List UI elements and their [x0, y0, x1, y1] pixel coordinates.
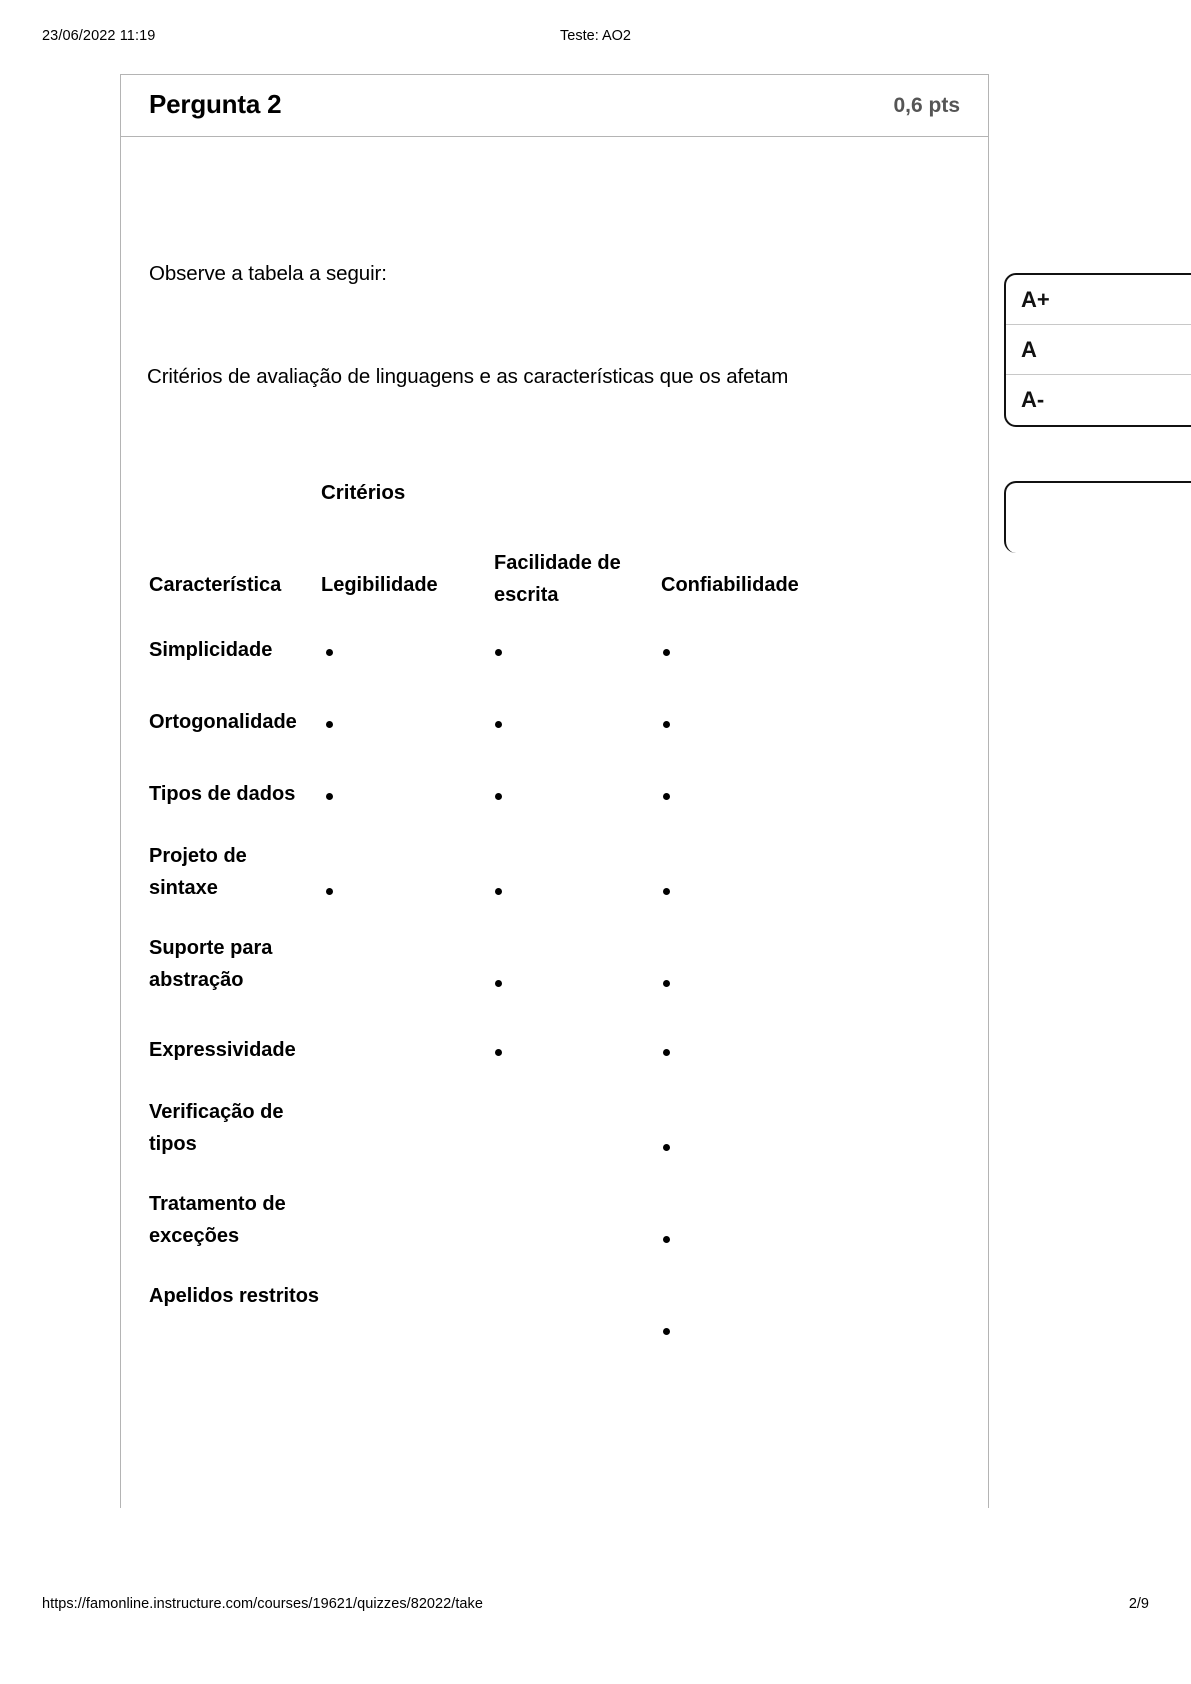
table-row: [149, 1094, 949, 1186]
question-card: [120, 74, 989, 1508]
cell-mark-dot: [326, 793, 333, 800]
font-reset-button[interactable]: A: [1006, 325, 1191, 375]
question-header: [121, 75, 988, 137]
question-title: Pergunta 2: [149, 89, 282, 119]
cell-mark-dot: [495, 649, 502, 656]
print-source-url: https://famonline.instructure.com/courses/19621/quizzes/82022/take: [42, 1596, 483, 1612]
print-date: 23/06/2022 11:19: [42, 28, 156, 44]
font-decrease-button[interactable]: A-: [1021, 387, 1045, 412]
font-increase-button[interactable]: A+: [1006, 275, 1191, 325]
print-footer: [0, 1596, 1191, 1616]
cell-mark-dot: [663, 1049, 670, 1056]
question-intro-text: Observe a tabela a seguir:: [149, 262, 387, 285]
accessibility-font-size-widget[interactable]: [1004, 273, 1191, 427]
cell-mark-dot: [495, 1049, 502, 1056]
table-row: [149, 766, 949, 838]
column-header-legibilidade: Legibilidade: [321, 574, 438, 596]
row-label: Simplicidade: [149, 639, 273, 661]
cell-mark-dot: [495, 793, 502, 800]
accessibility-secondary-panel[interactable]: [1004, 481, 1191, 553]
cell-mark-dot: [495, 888, 502, 895]
cell-mark-dot: [326, 649, 333, 656]
table-row: [149, 1278, 949, 1370]
question-points-badge: 0,6 pts: [893, 94, 960, 117]
table-row: [149, 622, 949, 694]
table-row: [149, 838, 949, 930]
row-label: Tratamento de exceções: [149, 1193, 286, 1248]
row-label: Projeto de sintaxe: [149, 845, 247, 900]
row-label: Expressividade: [149, 1039, 296, 1061]
cell-mark-dot: [495, 721, 502, 728]
table-row: [149, 694, 949, 766]
table-row: [149, 1022, 949, 1094]
cell-mark-dot: [663, 980, 670, 987]
table-body: [149, 622, 949, 1370]
cell-mark-dot: [663, 793, 670, 800]
row-label: Suporte para abstração: [149, 937, 273, 992]
column-header-confiabilidade: Confiabilidade: [661, 574, 799, 596]
cell-mark-dot: [495, 980, 502, 987]
print-document-title: Teste: AO2: [560, 28, 631, 44]
table-caption: Critérios de avaliação de linguagens e as características que os afetam: [147, 365, 789, 388]
cell-mark-dot: [663, 1144, 670, 1151]
cell-mark-dot: [663, 1236, 670, 1243]
row-label: Verificação de tipos: [149, 1101, 284, 1156]
print-page-number: 2/9: [1128, 1596, 1149, 1612]
cell-mark-dot: [663, 888, 670, 895]
row-label: Tipos de dados: [149, 783, 296, 805]
cell-mark-dot: [326, 721, 333, 728]
print-header: [0, 28, 1191, 48]
row-label: Apelidos restritos: [149, 1285, 320, 1307]
table-row: [149, 1186, 949, 1278]
column-header-facilidade-de-escrita: Facilidade de escrita: [494, 552, 621, 607]
table-row: [149, 930, 949, 1022]
cell-mark-dot: [663, 649, 670, 656]
column-header-caracteristica: Característica: [149, 574, 282, 596]
cell-mark-dot: [663, 721, 670, 728]
table-header-row: [149, 547, 949, 617]
row-label: Ortogonalidade: [149, 711, 297, 733]
cell-mark-dot: [326, 888, 333, 895]
cell-mark-dot: [663, 1328, 670, 1335]
table-group-header: Critérios: [321, 481, 406, 504]
